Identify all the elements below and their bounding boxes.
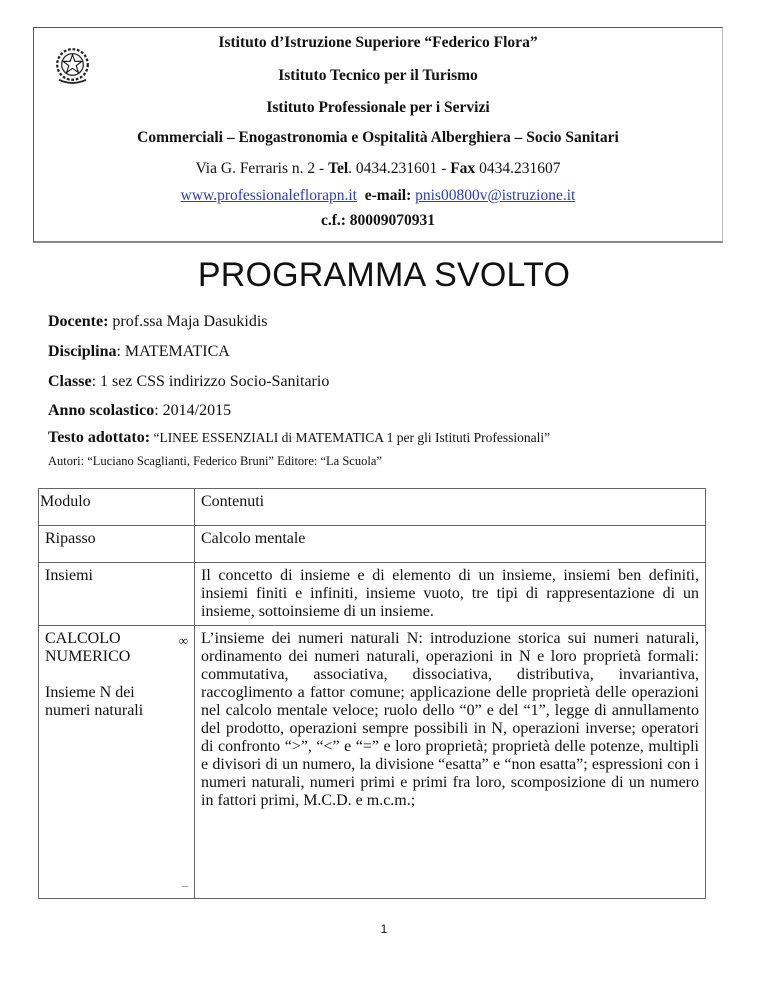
institute-branches: Commerciali – Enogastronomia e Ospitalità Alberghiera – Socio Sanitari: [137, 129, 619, 146]
address: Via G. Ferraris n. 2 -: [195, 160, 329, 177]
tel-label: Tel: [328, 160, 349, 177]
teacher-value: prof.ssa Maja Dasukidis: [108, 313, 268, 330]
subject-value: : MATEMATICA: [116, 343, 230, 360]
institute-technical: Istituto Tecnico per il Turismo: [278, 67, 478, 84]
fax-value: 0434.231607: [475, 160, 561, 177]
program-table: [38, 488, 706, 899]
website-link[interactable]: www.professionaleflorapn.it: [180, 187, 357, 204]
school-year-value: : 2014/2015: [154, 402, 232, 419]
row-contenuti: Il concetto di insieme e di elemento di un insieme, insiemi ben definiti, insiemi finiti e infiniti, insieme vuoto, tre tipi di rappresentazione di un insieme, sottoinsieme di un insieme.: [195, 563, 706, 626]
infinity-bullet-icon: ∞: [178, 633, 188, 648]
row-contenuti: L’insieme dei numeri naturali N: introduzione storica sui numeri naturali, ordinamento dei numeri naturali, operazioni in N e loro proprietà formali: commutativa, associativa, dissociativa, distributiva, invariantiva, raccoglimento a fattor comune; applicazione delle proprietà delle operazioni nel calcolo mentale veloce; ruolo dello “0” e del “1”, legge di annullamento del prodotto, operazioni sempre possibili in N, operazioni inverse; operatori di confronto “>”, “<” e “=” e loro proprietà; proprietà delle potenze, multipli e divisori di un numero, la divisione “esatta” e “non esatta”; espressioni con i numeri naturali, numeri primi e primi fra loro, scomposizione di un numero in fattori primi, M.C.D. e m.c.m.;: [195, 626, 706, 899]
row-modulo: Insiemi: [39, 563, 195, 626]
textbook-label: Testo adottato:: [48, 429, 151, 446]
authors-line: Autori: “Luciano Scaglianti, Federico Bruni” Editore: “La Scuola”: [48, 454, 382, 468]
row-modulo: Ripasso: [39, 526, 195, 563]
email-label: e-mail:: [364, 187, 412, 204]
table-row: [39, 563, 706, 626]
tel-value: . 0434.231601 -: [348, 160, 451, 177]
table-row: [39, 526, 706, 563]
fax-label: Fax: [450, 160, 476, 177]
subject-field: [48, 343, 230, 361]
dash-marker: –: [182, 878, 188, 892]
row-submodulo: Insieme N dei numeri naturali: [45, 684, 144, 719]
fiscal-code: c.f.: 80009070931: [320, 212, 436, 229]
contact-line: [33, 160, 723, 178]
school-year-label: Anno scolastico: [48, 402, 155, 419]
institute-professional: Istituto Professionale per i Servizi: [266, 99, 490, 116]
page-title: PROGRAMMA SVOLTO: [197, 256, 571, 294]
header-modulo: Modulo: [39, 489, 195, 526]
subject-label: Disciplina: [48, 343, 117, 360]
class-value: : 1 sez CSS indirizzo Socio-Sanitario: [91, 373, 330, 390]
email-link[interactable]: pnis00800v@istruzione.it: [415, 187, 576, 204]
school-year-field: [48, 402, 231, 420]
row-modulo: CALCOLO NUMERICO: [45, 630, 131, 665]
row-contenuti: Calcolo mentale: [195, 526, 706, 563]
class-label: Classe: [48, 373, 92, 390]
table-row: [39, 626, 706, 899]
textbook-field: [48, 429, 550, 447]
teacher-label: Docente:: [48, 313, 109, 330]
table-header-row: [39, 489, 706, 526]
class-field: [48, 373, 329, 391]
web-line: [33, 187, 723, 205]
teacher-field: [48, 313, 268, 331]
header-contenuti: Contenuti: [195, 489, 706, 526]
institute-name: Istituto d’Istruzione Superiore “Federico Flora”: [218, 34, 538, 51]
row-modulo-cell: [39, 626, 195, 899]
page-number: 1: [380, 922, 388, 936]
textbook-value: “LINEE ESSENZIALI di MATEMATICA 1 per gli Istituti Professionali”: [150, 430, 551, 445]
